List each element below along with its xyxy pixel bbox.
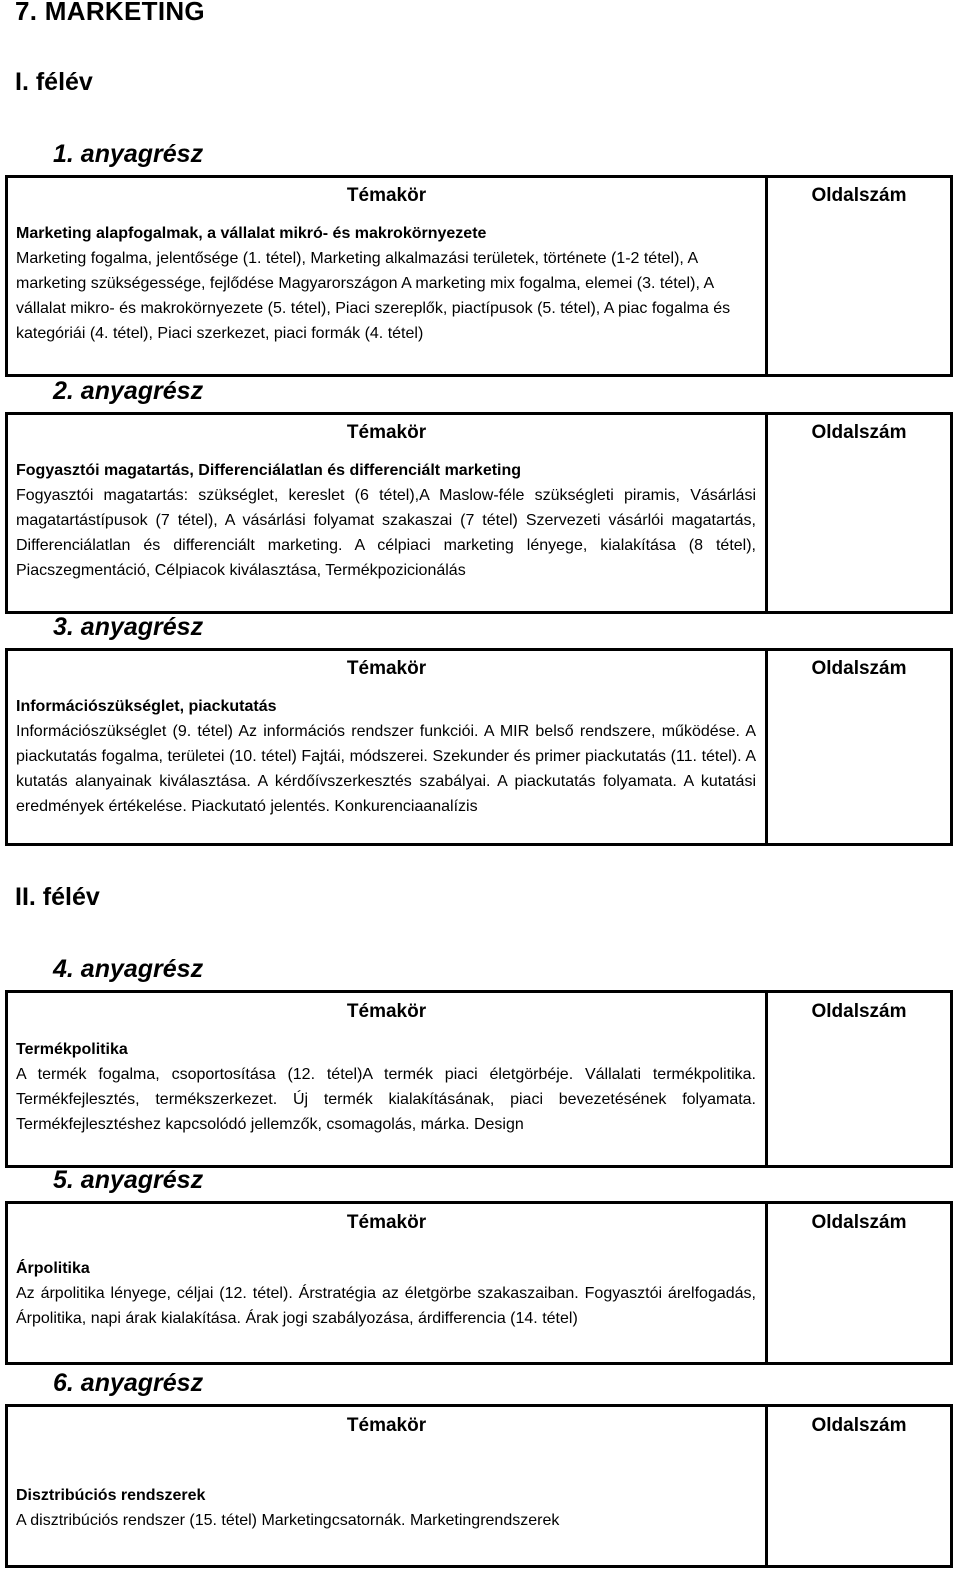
topic-header: Témakör <box>346 1001 427 1022</box>
column-divider <box>765 178 768 374</box>
topic-body: Információszükséglet (9. tétel) Az információs rendszer funkciói. A MIR belső rendszere, működése. A piackutatás fogalma, területei (10. tétel) Fajtái, módszerei. Szekunder és primer piackutatás (11. tétel). A kutatás alanyainak kiválasztása. A kérdőívszerkesztés szabályai. A piackutatás folyamata. A kutatási eredmények értékelése. Piackutató jelentés. Konkurenciaanalízis <box>16 723 756 815</box>
topic-heading: Disztribúciós rendszerek <box>16 1487 206 1504</box>
part-1-table <box>5 175 953 377</box>
part-3-title: 3. anyagrész <box>53 613 204 641</box>
topic-body: Marketing fogalma, jelentősége (1. tétel), Marketing alkalmazási területek, története (1-2 tétel), A marketing szükségessége, fejlődése Magyarországon A marketing mix fogalma, elemei (3. tétel), A vállalat mikro- és makrokörnyezete (5. tétel), Piaci szereplők, piactípusok (5. tétel), A piac fogalma és kategóriái (4. tétel), Piaci szerkezet, piaci formák (4. tétel) <box>16 250 731 342</box>
topic-body: A termék fogalma, csoportosítása (12. tétel)A termék piaci életgörbéje. Vállalati termékpolitika. Termékfejlesztés, termékszerkezet. Új termék kialakításának, piaci bevezetésének folyamata. Termékfejlesztéshez kapcsolódó jellemzők, csomagolás, márka. Design <box>16 1066 756 1133</box>
topic-heading: Termékpolitika <box>16 1041 128 1058</box>
topic-body: A disztribúciós rendszer (15. tétel) Marketingcsatornák. Marketingrendszerek <box>16 1512 560 1529</box>
part-5-title: 5. anyagrész <box>53 1166 204 1194</box>
topic-header: Témakör <box>346 1415 427 1436</box>
topic-content <box>16 458 756 583</box>
part-4-table <box>5 990 953 1168</box>
part-1-title: 1. anyagrész <box>53 140 204 168</box>
part-4-title: 4. anyagrész <box>53 955 204 983</box>
semester-1-title: I. félév <box>15 68 93 96</box>
topic-header: Témakör <box>346 658 427 679</box>
part-6-title: 6. anyagrész <box>53 1369 204 1397</box>
topic-body: Fogyasztói magatartás: szükséglet, kereslet (6 tétel),A Maslow-féle szükségleti piramis, Vásárlási magatartástípusok (7 tétel), A vásárlási folyamat szakaszai (7 tétel) Szervezeti vásárlói magatartás, Differenciálatlan és differenciált marketing. A célpiaci marketing lényege, kialakítása (8 tétel), Piacszegmentáció, Célpiacok kiválasztása, Termékpozicionálás <box>16 487 756 579</box>
page-number-header: Oldalszám <box>811 1212 907 1233</box>
topic-heading: Fogyasztói magatartás, Differenciálatlan és differenciált marketing <box>16 462 522 479</box>
page-number-header: Oldalszám <box>811 185 907 206</box>
topic-header: Témakör <box>346 1212 427 1233</box>
page-title: 7. MARKETING <box>15 0 205 26</box>
page-number-header: Oldalszám <box>811 1415 907 1436</box>
part-2-title: 2. anyagrész <box>53 377 204 405</box>
part-6-table <box>5 1404 953 1568</box>
topic-header: Témakör <box>346 422 427 443</box>
topic-heading: Információszükséglet, piackutatás <box>16 698 277 715</box>
topic-content <box>16 1256 756 1331</box>
page-number-header: Oldalszám <box>811 422 907 443</box>
semester-2-title: II. félév <box>15 883 100 911</box>
topic-heading: Árpolitika <box>16 1260 90 1277</box>
topic-content <box>16 1037 756 1137</box>
topic-body: Az árpolitika lényege, céljai (12. tétel). Árstratégia az életgörbe szakaszaiban. Fogyasztói árelfogadás, Árpolitika, napi árak kialakítása. Árak jogi szabályozása, árdifferencia (14. tétel) <box>16 1285 756 1327</box>
topic-content <box>16 694 756 819</box>
topic-header: Témakör <box>346 185 427 206</box>
page-number-header: Oldalszám <box>811 658 907 679</box>
column-divider <box>765 415 768 611</box>
topic-heading: Marketing alapfogalmak, a vállalat mikró- és makrokörnyezete <box>16 225 487 242</box>
part-5-table <box>5 1201 953 1365</box>
topic-content <box>16 221 756 346</box>
part-2-table <box>5 412 953 614</box>
page-number-header: Oldalszám <box>811 1001 907 1022</box>
topic-content <box>16 1483 756 1533</box>
part-3-table <box>5 648 953 846</box>
